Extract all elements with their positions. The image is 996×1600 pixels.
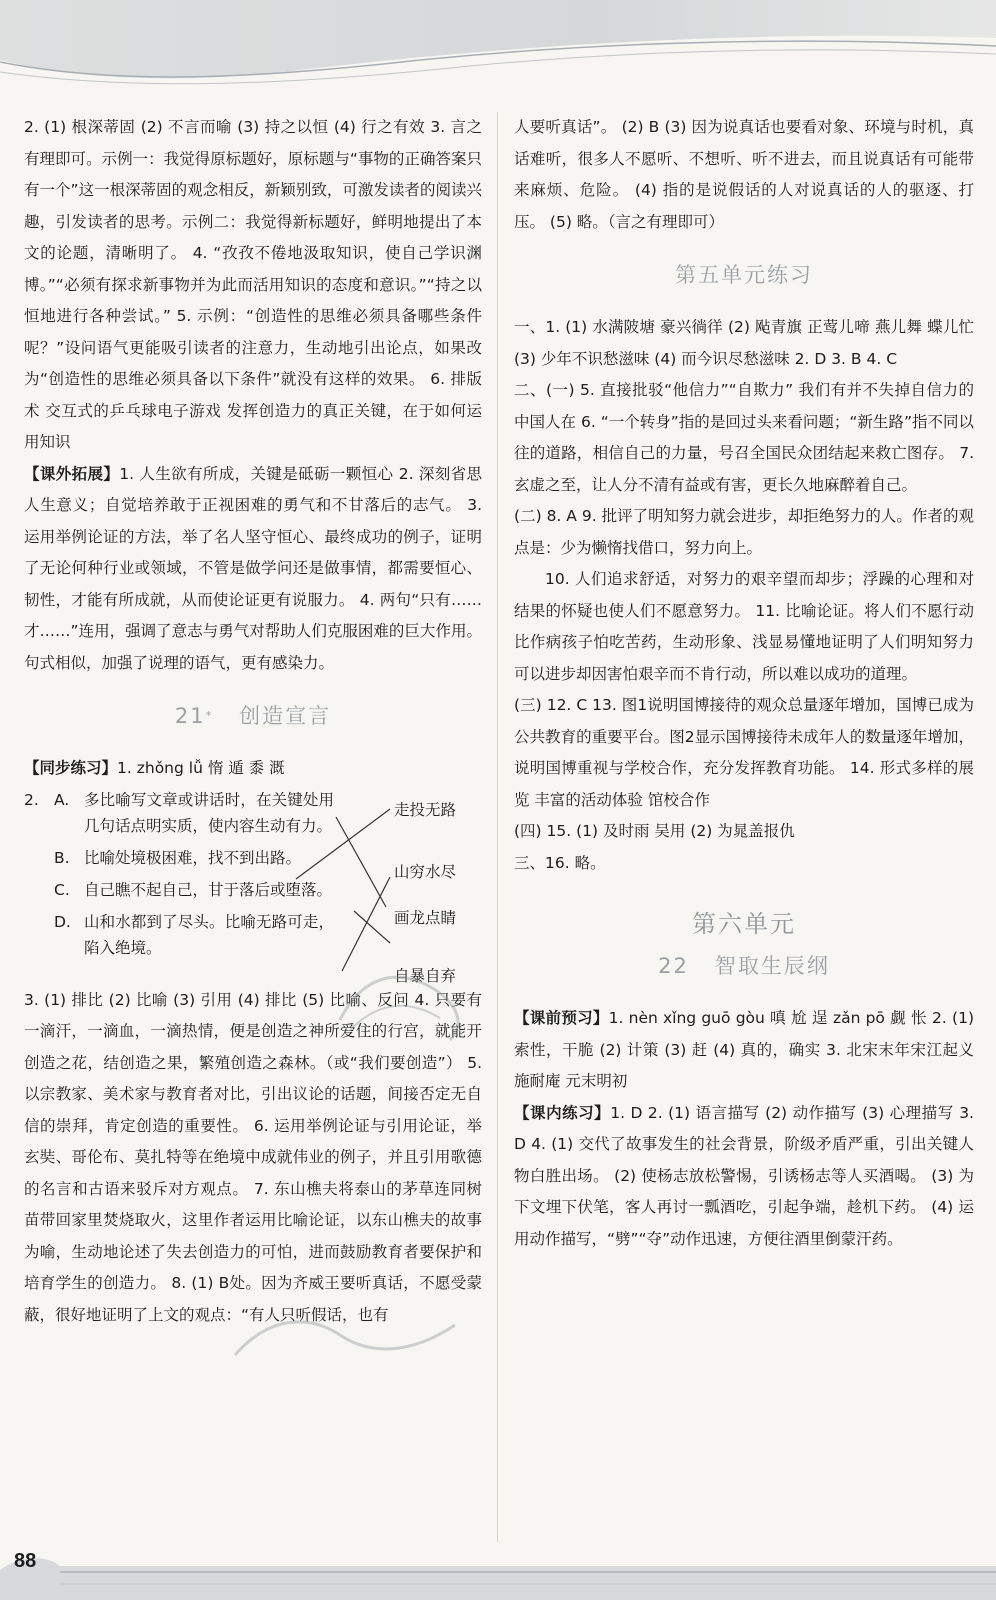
lesson21-answers-continued: 人要听真话”。 (2) B (3) 因为说真话也要看对象、环境与时机，真话难听，很多人不愿听、不想听、听不进去，而且说真话有可能带来麻烦、危险。 (4) 指的是说假话的人对说真话的人的驱逐、打压。 (5) 略。（言之有理即可） [514,118,974,231]
preview-tag: 【课前预习】 [514,1009,609,1027]
unit5-part2-c: 10. 人们追求舒适，对努力的艰辛望而却步；浮躁的心理和对结果的怀疑也使人们不愿意努力。 11. 比喻论证。将人们不愿行动比作病孩子怕吃苦药，生动形象、浅显易懂地证明了人们明知努力可以进步却因害怕艰辛而不肯行动，所以难以成功的道理。 [514,570,974,683]
lesson20-answers: 2. (1) 根深蒂固 (2) 不言而喻 (3) 持之以恒 (4) 行之有效 3. 言之有理即可。示例一：我觉得原标题好，原标题与“事物的正确答案只有一个”这一根深蒂固的观念相反，新颖别致，可激发读者的阅读兴趣，引发读者的思考。示例二：我觉得新标题好，鲜明地提出了本文的论题，清晰明了。 4. “孜孜不倦地汲取知识，使自己学识渊博。”“必须有探求新事物并为此而活用知识的态度和意识。”“持之以恒地进行各种尝试。” 5. 示例：“创造性的思维必须具备哪些条件呢？”设问语气更能吸引读者的注意力，生动地引出论点，如果改为“创造性的思维必须具备以下条件”就没有这样的效果。 6. 排版术 交互式的乒乓球电子游戏 发挥创造力的真正关键，在于如何运用知识 [24,118,482,451]
lesson21-heading [24,701,482,731]
match-text: 山和水都到了尽头。比喻无路可走，陷入绝境。 [84,912,334,957]
inclass-answers [514,1098,974,1256]
match-text: 多比喻写文章或讲话时，在关键处用几句话点明实质，使内容生动有力。 [84,790,334,835]
lesson22-title: 智取生辰纲 [714,954,830,978]
match-question-number: 2. [24,790,39,809]
idiom-option: 自暴自弃 [394,966,457,985]
unit5-part3: 三、16. 略。 [514,853,606,872]
bottom-decoration [0,1550,996,1600]
page-number: 88 [14,1550,37,1572]
lesson21-answers: 3. (1) 排比 (2) 比喻 (3) 引用 (4) 排比 (5) 比喻、反问 4. 只要有一滴汗，一滴血，一滴热情，便是创造之神所爱住的行宫，就能开创造之花，结创造之果，繁殖创造之森林。（或“我们要创造”） 5. 以宗教家、美术家与教育者对比，引出议论的话题，间接否定无自信的崇拜，肯定创造的重要性。 6. 运用举例论证与引用论证，举玄奘、哥伦布、莫扎特等在绝境中成就伟业的例子，并且引用歌德的名言和古语来驳斥对方观点。 7. 东山樵夫将泰山的茅草连同树苗带回家里焚烧取火，这里作者运用比喻论证，以东山樵夫的故事为喻，生动地论述了失去创造力的可怕，进而鼓励教育者要保护和培育学生的创造力。 8. (1) B处。因为齐威王要听真话，不愿受蒙蔽，很好地证明了上文的观点：“有人只听假话，也有 [24,990,482,1324]
left-column [24,112,482,1331]
match-label: A. [54,790,70,809]
lesson22-number: 22 [658,954,689,978]
unit5-practice-heading: 第五单元练习 [675,263,813,287]
lesson21-star: * [205,709,214,722]
idiom-option: 山穷水尽 [394,862,457,881]
match-label: C. [54,880,70,899]
match-text: 比喻处境极困难，找不到出路。 [84,848,302,867]
inclass-tag: 【课内练习】 [514,1103,611,1122]
lesson22-heading [514,951,974,981]
sync-practice-tag: 【同步练习】 [24,759,118,777]
idiom-option: 画龙点睛 [394,908,457,927]
extension-tag: 【课外拓展】 [24,464,120,483]
extension-answers [24,459,482,680]
sync-practice-text: 1. zhǒng lǚ 惰 遁 黍 溉 [117,759,285,777]
unit5-part2-d: (三) 12. C 13. 图1说明国博接待的观众总量逐年增加，国博已成为公共教育的重要平台。图2显示国博接待未成年人的数量逐年增加，说明国博重视与学校合作，充分发挥教育功能。 14. 形式多样的展览 丰富的活动体验 馆校合作 [514,696,974,809]
top-decoration [0,0,996,110]
right-column [514,112,974,1255]
preview-answers [514,1003,974,1098]
unit5-part2-e: (四) 15. (1) 及时雨 吴用 (2) 为晁盖报仇 [514,822,795,840]
watermark-stamp [330,960,480,1050]
match-label: D. [54,912,71,931]
unit5-part1: 一、1. (1) 水满陂塘 豪兴徜徉 (2) 飐青旗 正莺儿啼 燕儿舞 蝶儿忙 (3) 少年不识愁滋味 (4) 而今识尽愁滋味 2. D 3. B 4. C [514,318,974,368]
unit5-part2-a: 二、(一) 5. 直接批驳“他信力”“自欺力” 我们有并不失掉自信力的中国人在 6. “一个转身”指的是回过头来看问题；“新生路”指不同以往的道路，相信自己的力量，号召全国民众团结起来救亡图存。 7. 玄虚之至，让人分不清有益或有害，更长久地麻醉着自己。 [514,381,974,494]
sync-practice [24,753,482,785]
extension-text: 1. 人生欲有所成，关键是砥砺一颗恒心 2. 深刻省思人生意义；自觉培养敢于正视困难的勇气和不甘落后的志气。 3. 运用举例论证的方法，举了名人坚守恒心、最终成功的例子，证明了无论何种行业或领域，不管是做学问还是做事情，都需要恒心、韧性，才能有所成就，从而使论证更有说服力。 4. 两句“只有……才……”连用，强调了意志与勇气对帮助人们克服困难的巨大作用。句式相似，加强了说理的语气，更有感染力。 [24,464,482,672]
column-divider [497,112,498,1542]
unit5-part2-b: (二) 8. A 9. 批评了明知努力就会进步，却拒绝努力的人。作者的观点是：少为懒惰找借口，努力向上。 [514,507,974,557]
preview-text: 1. nèn xǐng guō gòu 嗔 尬 逞 zǎn pō 觑 怅 2. (1) 索性，干脆 (2) 计策 (3) 赶 (4) 真的，确实 3. 北宋末年宋江起义 施耐庵 元末明初 [514,1009,974,1090]
watermark-stamp [230,1305,460,1375]
inclass-text: 1. D 2. (1) 语言描写 (2) 动作描写 (3) 心理描写 3. D 4. (1) 交代了故事发生的社会背景，阶级矛盾严重，引出关键人物白胜出场。 (2) 使杨志放松警惕，引诱杨志等人买酒喝。 (3) 为下文埋下伏笔，客人再讨一瓢酒吃，引起争端，趁机下药。 (4) 运用动作描写，“劈”“夺”动作迅速，方便往酒里倒蒙汗药。 [514,1103,974,1248]
matching-exercise [24,787,482,985]
lesson21-number: 21 [174,704,206,728]
idiom-option: 走投无路 [394,800,457,819]
match-text: 自己瞧不起自己，甘于落后或堕落。 [84,880,333,899]
lesson21-title: 创造宣言 [239,704,332,728]
match-label: B. [54,848,70,867]
unit6-heading: 第六单元 [692,910,796,938]
